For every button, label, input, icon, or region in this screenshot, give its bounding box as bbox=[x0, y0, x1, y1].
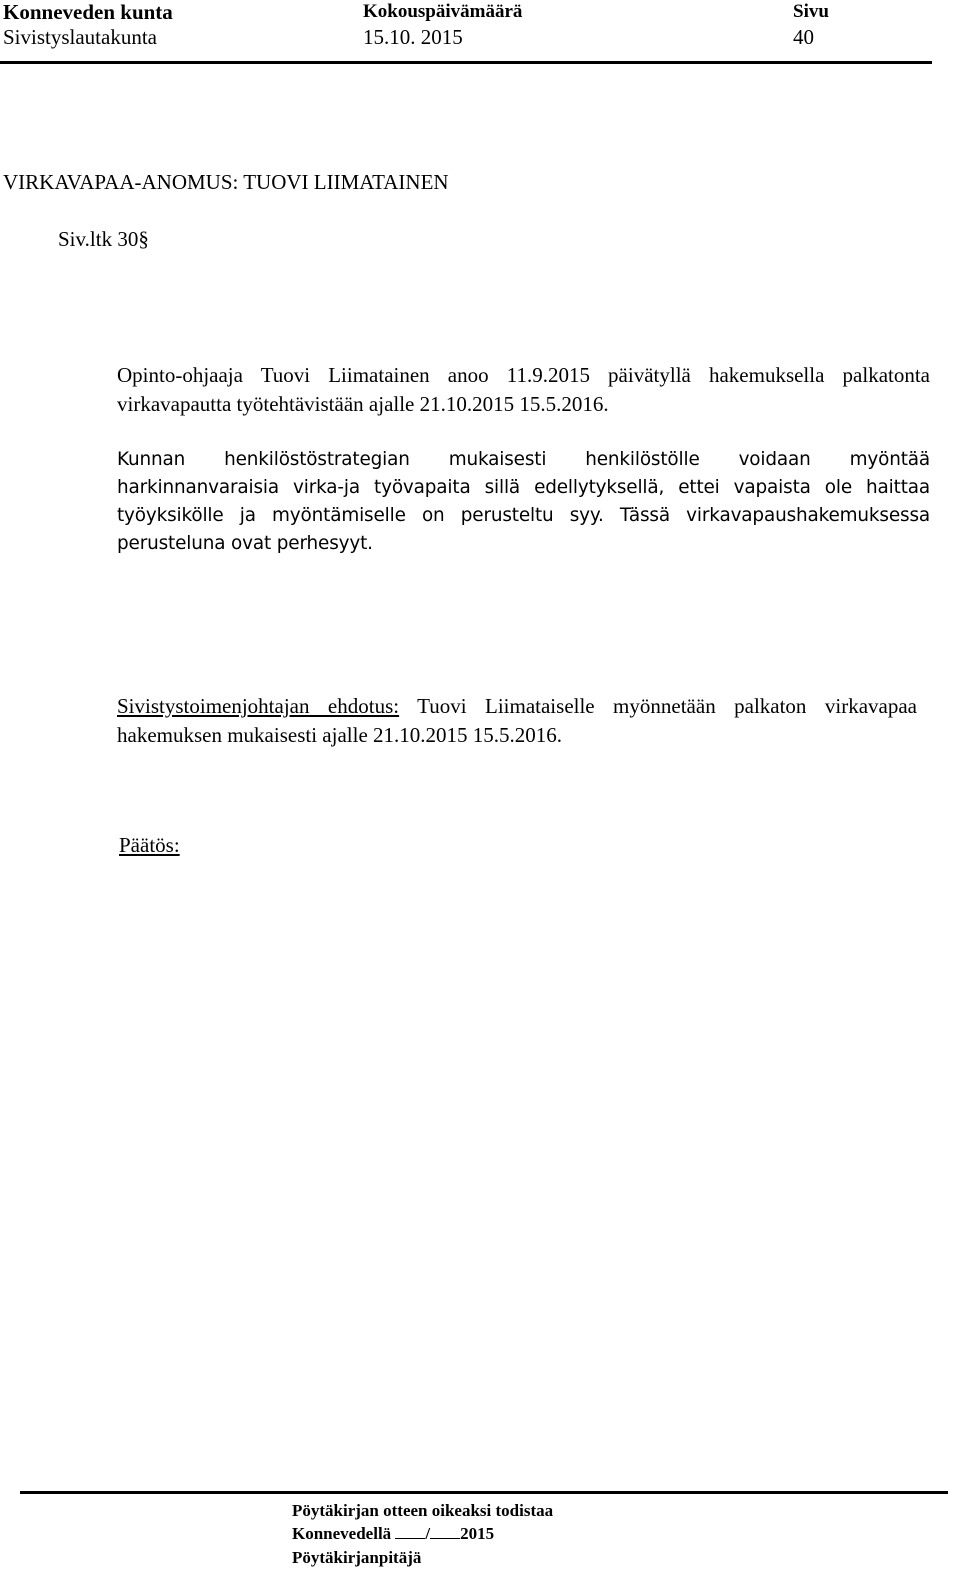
paragraph-application: Opinto-ohjaaja Tuovi Liimatainen anoo 11.9.2015 päivätyllä hakemuksella palkatonta virkavapautta työtehtävistään ajalle 21.10.2015 15.5.2016. bbox=[117, 363, 930, 416]
date-separator: / bbox=[425, 1524, 431, 1543]
paragraph-strategy: Kunnan henkilöstöstrategian mukaisesti henkilöstölle voidaan myöntää harkinnanvaraisia virka-ja työvapaita sillä edellytyksellä, ettei vapaista ole haittaa työyksikölle ja myöntämiselle on perusteltu syy. Tässä virkavapaushakemuksessa perusteluna ovat perhesyyt. bbox=[117, 449, 930, 554]
day-blank bbox=[395, 1523, 425, 1539]
section-reference: Siv.ltk 30§ bbox=[58, 227, 149, 251]
certification-line: Pöytäkirjan otteen oikeaksi todistaa bbox=[292, 1501, 554, 1520]
document-title: VIRKAVAPAA-ANOMUS: TUOVI LIIMATAINEN bbox=[3, 170, 449, 194]
month-blank bbox=[430, 1523, 460, 1539]
meeting-date-value: 15.10. 2015 bbox=[363, 25, 463, 49]
committee-name: Sivistyslautakunta bbox=[3, 25, 157, 49]
page-label: Sivu bbox=[793, 1, 829, 22]
footer-divider bbox=[20, 1491, 948, 1494]
footer-year: 2015 bbox=[460, 1524, 495, 1543]
header-divider bbox=[0, 61, 932, 64]
proposal-text: Tuovi Liimataiselle myönnetään palkaton virkavapaa hakemuksen mukaisesti ajalle 21.10.2015 15.5.2016. bbox=[117, 694, 917, 747]
meeting-date-label: Kokouspäivämäärä bbox=[363, 1, 523, 22]
secretary-line: Pöytäkirjanpitäjä bbox=[292, 1548, 422, 1567]
page-number: 40 bbox=[793, 25, 814, 49]
proposal-label: Sivistystoimenjohtajan ehdotus: bbox=[117, 694, 400, 718]
decision-label: Päätös: bbox=[119, 833, 180, 857]
place-date-line bbox=[292, 1522, 494, 1546]
organization-name: Konneveden kunta bbox=[3, 0, 173, 24]
proposal-paragraph bbox=[117, 692, 917, 750]
place-text: Konnevedellä bbox=[292, 1524, 396, 1543]
